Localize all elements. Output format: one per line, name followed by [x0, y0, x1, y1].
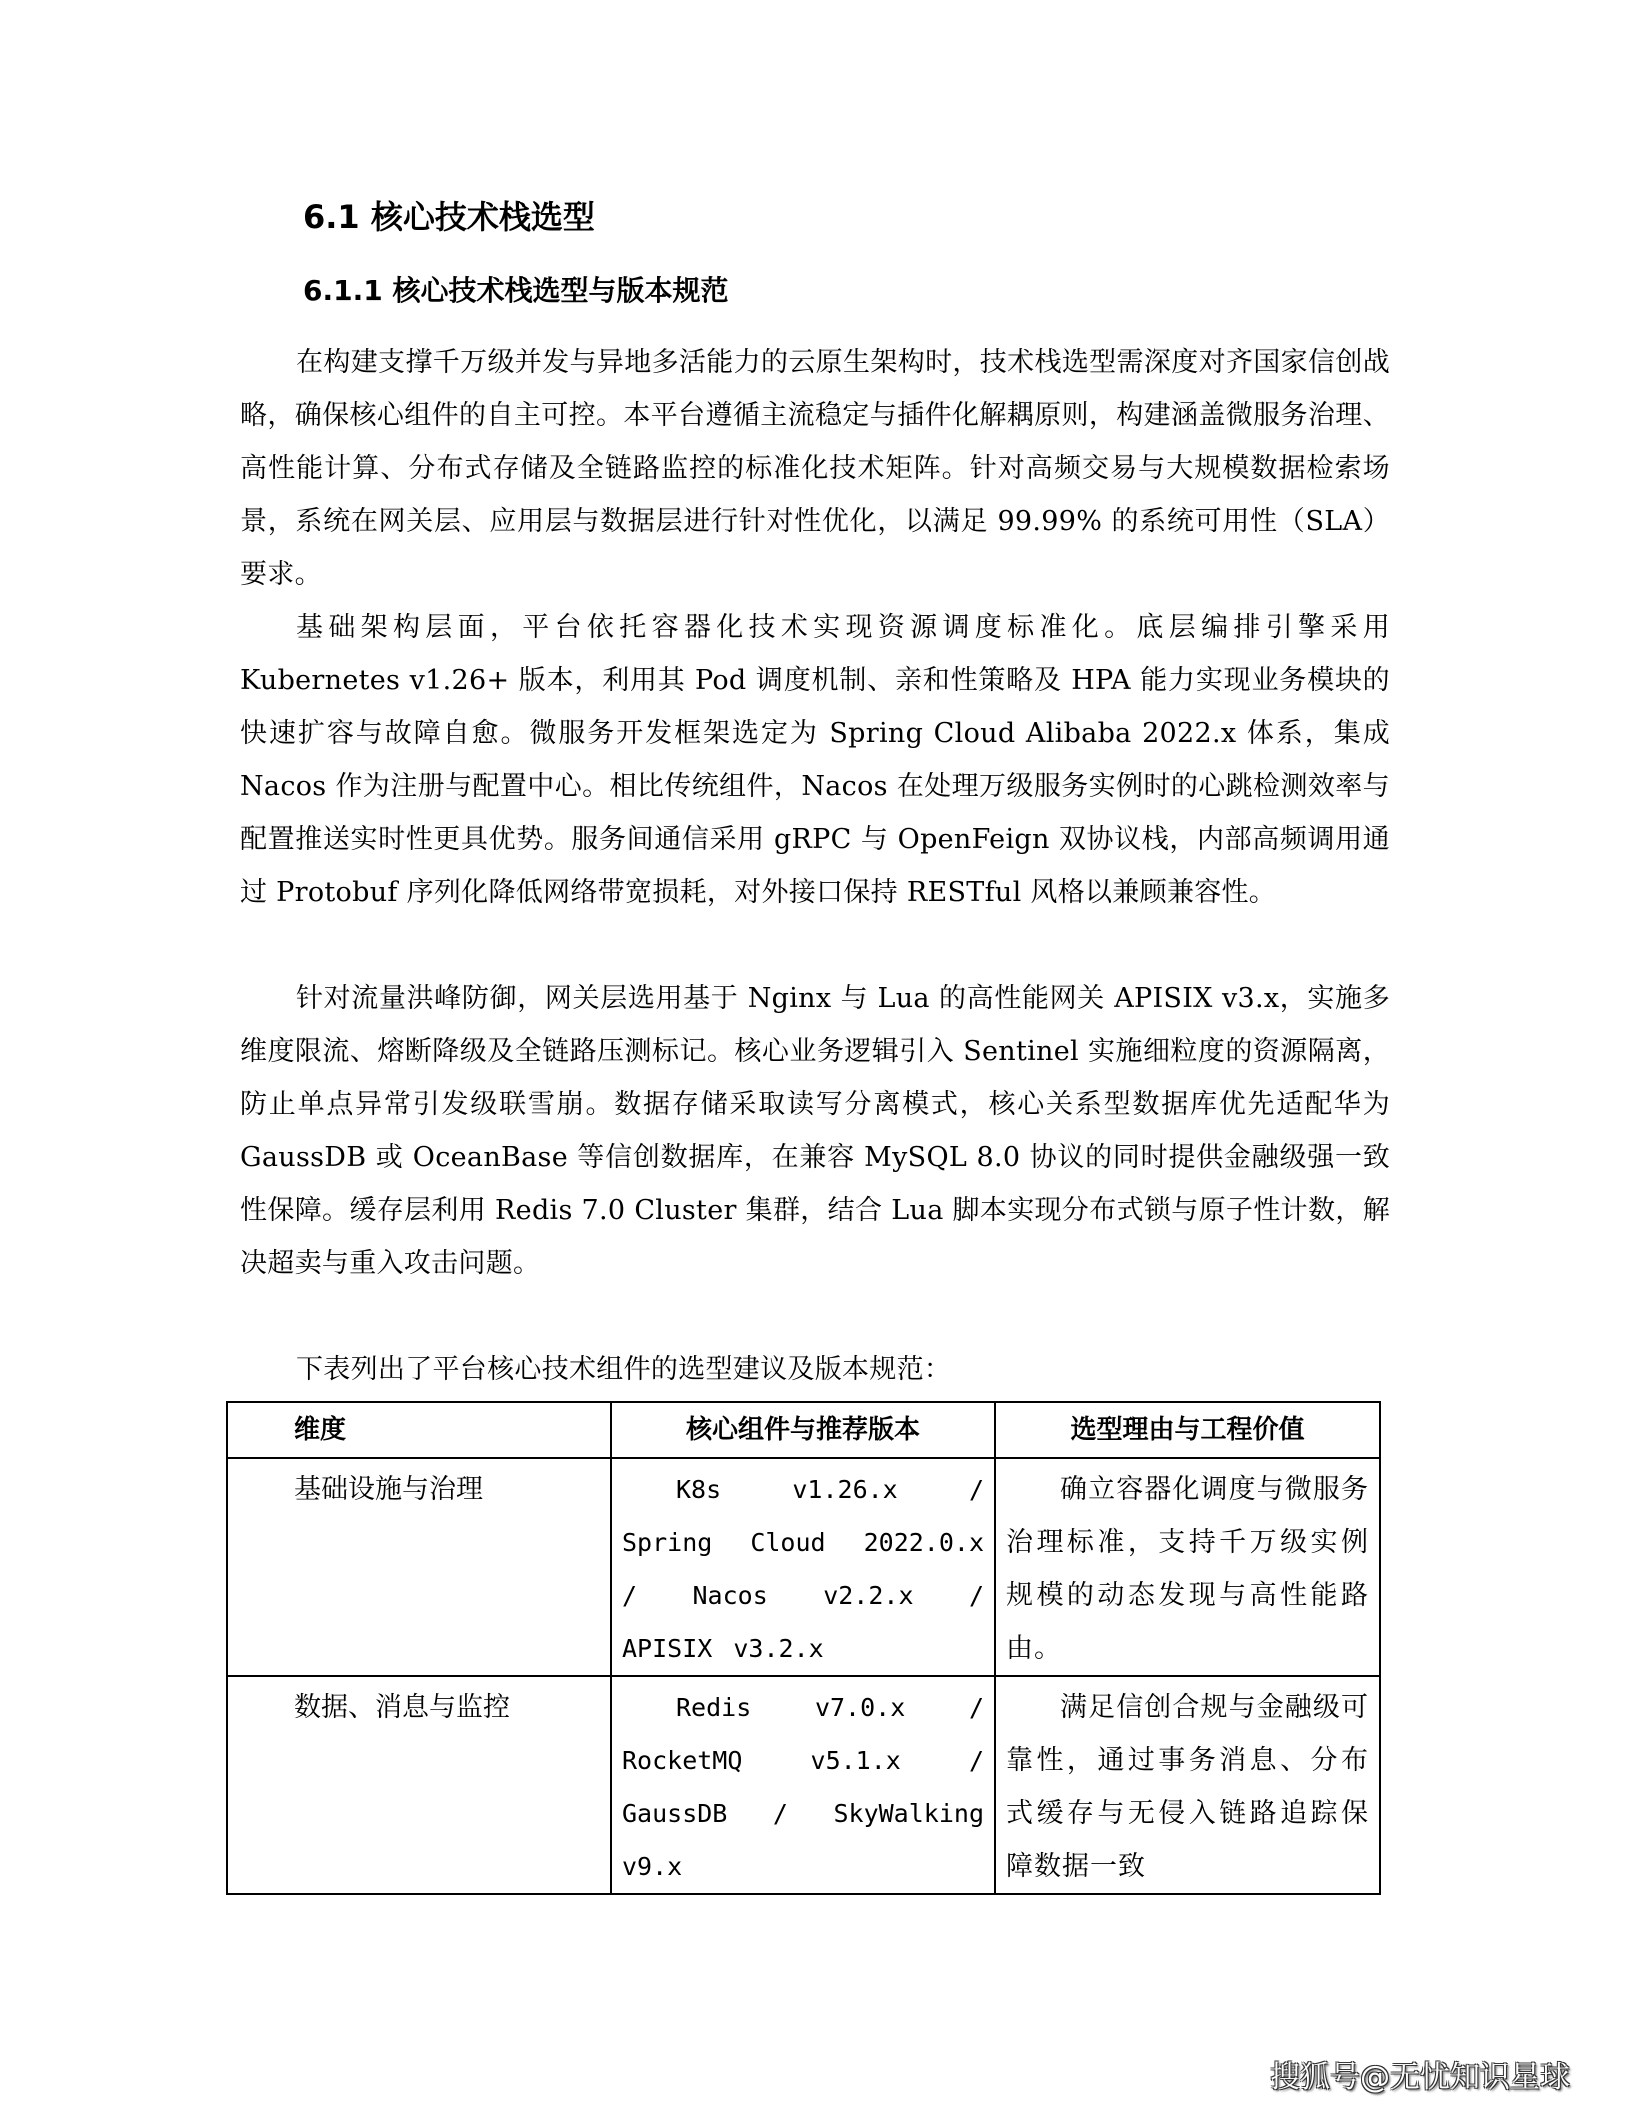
- paragraph-traffic-defense: 针对流量洪峰防御，网关层选用基于 Nginx 与 Lua 的高性能网关 APISIX v3.x，实施多维度限流、熔断降级及全链路压测标记。核心业务逻辑引入 Sentinel 实施细粒度的资源隔离，防止单点异常引发级联雪崩。数据存储采取读写分离模式，核心关系型数据库优先适配华为 GaussDB 或 OceanBase 等信创数据库，在兼容 MySQL 8.0 协议的同时提供金融级强一致性保障。缓存层利用 Redis 7.0 Cluster 集群，结合 Lua 脚本实现分布式锁与原子性计数，解决超卖与重入攻击问题。: [240, 983, 1390, 1279]
- cell-dimension: 数据、消息与监控: [227, 1676, 611, 1894]
- table-header-row: [227, 1402, 1380, 1458]
- table-row: [227, 1458, 1380, 1676]
- paragraph-infrastructure: 基础架构层面，平台依托容器化技术实现资源调度标准化。底层编排引擎采用 Kubernetes v1.26+ 版本，利用其 Pod 调度机制、亲和性策略及 HPA 能力实现业务模块的快速扩容与故障自愈。微服务开发框架选定为 Spring Cloud Alibaba 2022.x 体系，集成 Nacos 作为注册与配置中心。相比传统组件，Nacos 在处理万级服务实例时的心跳检测效率与配置推送实时性更具优势。服务间通信采用 gRPC 与 OpenFeign 双协议栈，内部高频调用通过 Protobuf 序列化降低网络带宽损耗，对外接口保持 RESTful 风格以兼顾兼容性。: [240, 612, 1390, 908]
- cell-dimension: 基础设施与治理: [227, 1458, 611, 1676]
- table-caption: 下表列出了平台核心技术组件的选型建议及版本规范：: [296, 1354, 952, 1385]
- cell-rationale: 满足信创合规与金融级可靠性，通过事务消息、分布式缓存与无侵入链路追踪保障数据一致: [995, 1676, 1380, 1894]
- tech-stack-table: [226, 1401, 1381, 1895]
- watermark: 搜狐号@无忧知识星球: [1270, 2060, 1570, 2095]
- cell-components: K8s v1.26.x / Spring Cloud 2022.0.x / Nacos v2.2.x / APISIX v3.2.x: [611, 1458, 995, 1676]
- section-heading: 6.1 核心技术栈选型: [303, 198, 595, 236]
- column-header-dimension: 维度: [227, 1402, 611, 1458]
- table-row: [227, 1676, 1380, 1894]
- cell-components: Redis v7.0.x / RocketMQ v5.1.x / GaussDB / SkyWalking v9.x: [611, 1676, 995, 1894]
- column-header-components: 核心组件与推荐版本: [611, 1402, 995, 1458]
- cell-rationale: 确立容器化调度与微服务治理标准，支持千万级实例规模的动态发现与高性能路由。: [995, 1458, 1380, 1676]
- column-header-rationale: 选型理由与工程价值: [995, 1402, 1380, 1458]
- paragraph-intro: 在构建支撑千万级并发与异地多活能力的云原生架构时，技术栈选型需深度对齐国家信创战略，确保核心组件的自主可控。本平台遵循主流稳定与插件化解耦原则，构建涵盖微服务治理、高性能计算、分布式存储及全链路监控的标准化技术矩阵。针对高频交易与大规模数据检索场景，系统在网关层、应用层与数据层进行针对性优化，以满足 99.99% 的系统可用性（SLA）要求。: [240, 347, 1390, 590]
- subsection-heading: 6.1.1 核心技术栈选型与版本规范: [303, 274, 729, 307]
